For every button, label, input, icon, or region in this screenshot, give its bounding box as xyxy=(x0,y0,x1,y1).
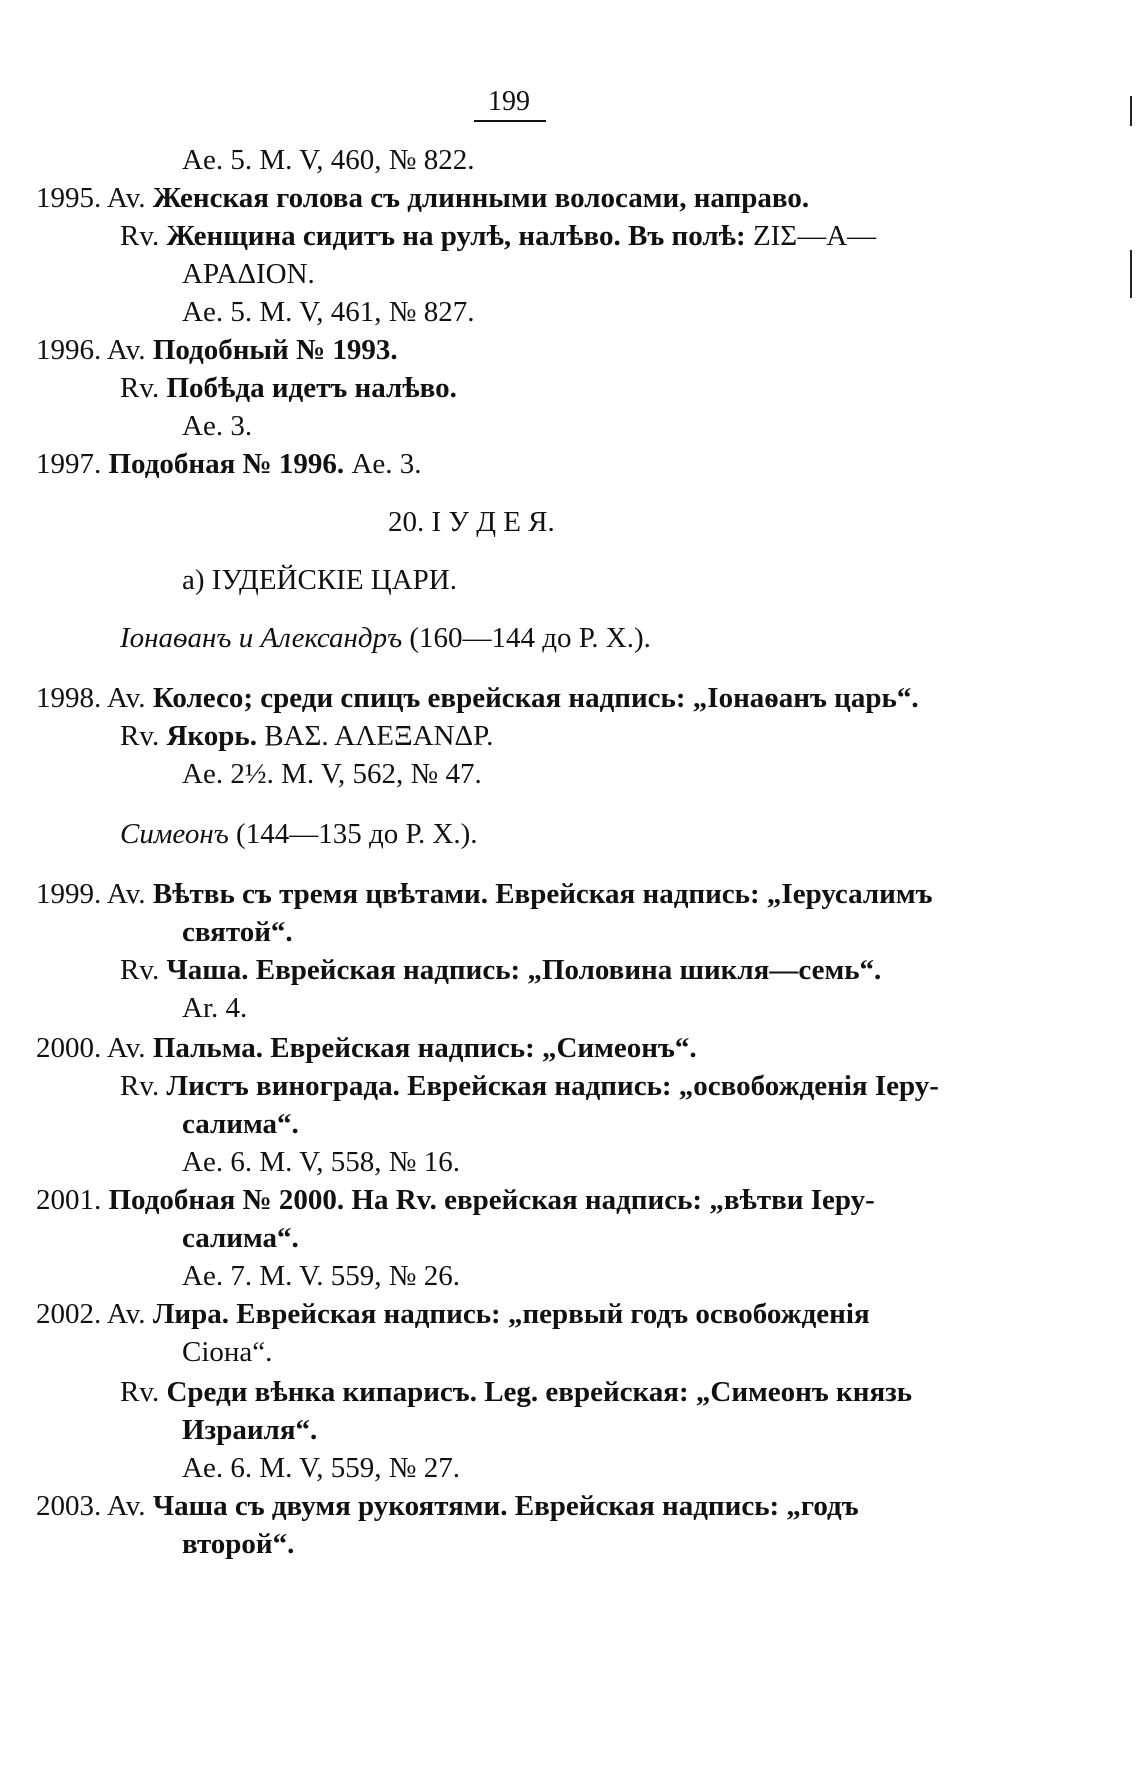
text-line xyxy=(36,680,919,716)
text-span: Пальма. Еврейская надпись: „Симеонъ“. xyxy=(152,1032,697,1064)
text-span: ΒΑΣ. ΑΛΕΞΑΝΔΡ. xyxy=(256,720,494,752)
text-span: 1997. xyxy=(36,448,109,480)
text-span: второй“. xyxy=(182,1528,295,1560)
text-span: Израиля“. xyxy=(182,1414,318,1446)
text-span: Якорь. xyxy=(166,720,257,752)
text-line xyxy=(36,876,933,912)
text-span: Rv. xyxy=(120,220,167,252)
text-line xyxy=(120,718,493,754)
margin-mark xyxy=(1130,250,1132,298)
text-span: 1999. Av. xyxy=(36,878,153,910)
text-line xyxy=(36,1030,697,1066)
page-number: 199 xyxy=(488,86,530,117)
text-line xyxy=(182,1412,317,1448)
text-span: (160—144 до Р. Х.). xyxy=(402,622,651,654)
text-span: Вѣтвь съ тремя цвѣтами. Еврейская надпись: „Iерусалимъ xyxy=(152,878,933,910)
text-span: Симеонъ xyxy=(120,818,229,850)
text-span: а) IУДЕЙСКIЕ ЦАРИ. xyxy=(182,564,457,596)
text-span: святой“. xyxy=(182,916,293,948)
text-span: Подобный № 1993. xyxy=(152,334,398,366)
text-span: Женская голова съ длинными волосами, направо. xyxy=(152,182,810,214)
text-line xyxy=(36,1488,859,1524)
text-line xyxy=(120,1374,912,1410)
text-span: Среди вѣнка кипарисъ. Leg. еврейская: „Симеонъ князь xyxy=(166,1376,913,1408)
text-line xyxy=(182,1258,460,1294)
text-span: 1996. Av. xyxy=(36,334,153,366)
text-line xyxy=(182,1450,460,1486)
text-line xyxy=(182,990,247,1026)
text-line xyxy=(36,332,398,368)
text-span: Листъ винограда. Еврейская надпись: „освобожденiя Iеру- xyxy=(166,1070,939,1102)
text-span: 20. I У Д Е Я. xyxy=(388,506,555,538)
text-span: 2001. xyxy=(36,1184,109,1216)
text-span: APAΔION. xyxy=(182,258,315,290)
text-line xyxy=(36,1296,870,1332)
text-span: Чаша съ двумя рукоятями. Еврейская надпись: „годъ xyxy=(152,1490,859,1522)
text-span: Iонаѳанъ и Александръ xyxy=(120,622,403,654)
text-span: ZIΣ—A— xyxy=(752,220,877,252)
text-span: Ae. 5. M. V, 461, № 827. xyxy=(182,296,475,328)
text-span: Побѣда идетъ налѣво. xyxy=(166,372,457,404)
text-span: Женщина сидитъ на рулѣ, налѣво. Въ полѣ: xyxy=(166,220,753,252)
text-line xyxy=(182,1106,299,1142)
text-span: 1995. Av. xyxy=(36,182,153,214)
text-line xyxy=(182,914,293,950)
text-span: Ae. 5. M. V, 460, № 822. xyxy=(182,144,475,176)
margin-mark xyxy=(1130,96,1132,126)
text-span: Ae. 7. M. V. 559, № 26. xyxy=(182,1260,460,1292)
text-span: 2002. Av. xyxy=(36,1298,153,1330)
text-line xyxy=(36,446,422,482)
text-span: салима“. xyxy=(182,1108,299,1140)
text-span: Подобная № 1996. xyxy=(108,448,345,480)
text-span: Rv. xyxy=(120,720,167,752)
text-line xyxy=(120,218,876,254)
text-span: Чаша. Еврейская надпись: „Половина шикля—семь“. xyxy=(166,954,882,986)
text-line xyxy=(182,1220,299,1256)
text-span: 2003. Av. xyxy=(36,1490,153,1522)
text-line xyxy=(182,562,457,598)
text-span: Rv. xyxy=(120,1070,167,1102)
text-span: (144—135 до Р. Х.). xyxy=(228,818,478,850)
text-line xyxy=(182,1334,272,1370)
text-line xyxy=(182,1526,294,1562)
text-span: 1998. Av. xyxy=(36,682,153,714)
text-span: Ae. 3. xyxy=(344,448,422,480)
text-span: Rv. xyxy=(120,1376,167,1408)
text-line xyxy=(120,952,881,988)
text-span: Ar. 4. xyxy=(182,992,248,1024)
text-span: салима“. xyxy=(182,1222,299,1254)
text-line xyxy=(182,142,474,178)
text-line xyxy=(120,816,478,852)
text-line xyxy=(120,620,651,656)
text-line xyxy=(182,756,482,792)
text-line xyxy=(182,256,315,292)
text-line xyxy=(36,180,809,216)
text-span: Колесо; среди спицъ еврейская надпись: „Iонаѳанъ царь“. xyxy=(152,682,919,714)
text-span: Ae. 6. M. V, 558, № 16. xyxy=(182,1146,460,1178)
text-line xyxy=(120,1068,939,1104)
text-span: Сiона“. xyxy=(182,1336,273,1368)
text-span: Rv. xyxy=(120,954,167,986)
text-line xyxy=(182,294,474,330)
text-span: 2000. Av. xyxy=(36,1032,153,1064)
text-span: Лира. Еврейская надпись: „первый годъ освобожденiя xyxy=(152,1298,870,1330)
text-line xyxy=(182,1144,460,1180)
text-line xyxy=(120,370,457,406)
text-span: Rv. xyxy=(120,372,167,404)
text-line xyxy=(388,504,555,540)
text-line xyxy=(36,1182,875,1218)
text-line xyxy=(182,408,252,444)
text-span: Подобная № 2000. На Rv. еврейская надпись: „вѣтви Iеру- xyxy=(108,1184,875,1216)
text-span: Ae. 3. xyxy=(182,410,253,442)
page-number-underline xyxy=(474,120,546,122)
text-span: Ae. 6. M. V, 559, № 27. xyxy=(182,1452,460,1484)
text-span: Ae. 2½. M. V, 562, № 47. xyxy=(182,758,482,790)
